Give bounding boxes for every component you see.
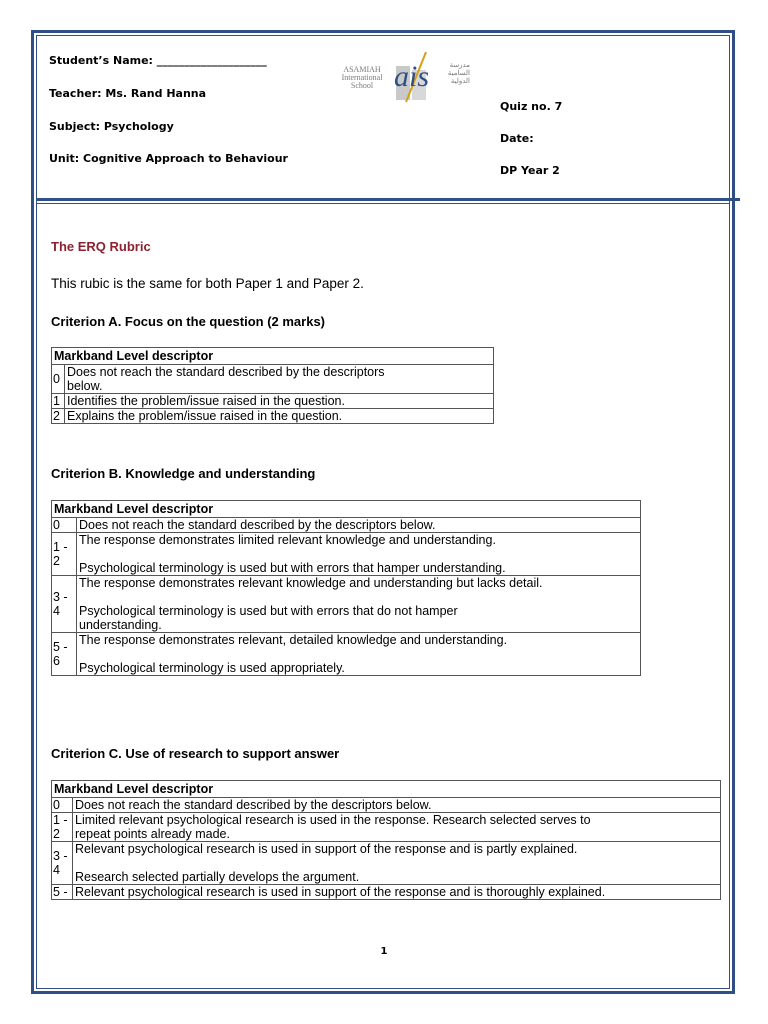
student-name-field: Student’s Name: ____________________ bbox=[49, 54, 267, 67]
year-label: DP Year 2 bbox=[500, 164, 560, 177]
markband-cell: 5 - bbox=[52, 885, 73, 900]
markband-cell: 0 bbox=[52, 365, 65, 394]
table-row bbox=[52, 813, 721, 842]
table-row bbox=[52, 365, 494, 394]
markband-cell: 3 - 4 bbox=[52, 576, 77, 633]
logo-arabic-text: مدرسة السامية الدولية bbox=[447, 62, 470, 85]
criterion-b-heading: Criterion B. Knowledge and understanding bbox=[51, 466, 316, 481]
table-row bbox=[52, 409, 494, 424]
logo-monogram: ais bbox=[394, 60, 430, 93]
descriptor-cell: Relevant psychological research is used in support of the response and is thoroughly explained. bbox=[73, 885, 721, 900]
markband-cell: 1 bbox=[52, 394, 65, 409]
page-number: 1 bbox=[380, 946, 388, 957]
markband-cell: 1 - 2 bbox=[52, 813, 73, 842]
markband-cell: 2 bbox=[52, 409, 65, 424]
descriptor-cell: Does not reach the standard described by the descriptors below. bbox=[73, 798, 721, 813]
markband-cell: 0 bbox=[52, 798, 73, 813]
logo-english-text: ASAMIAH International School bbox=[341, 65, 383, 90]
descriptor-cell: Identifies the problem/issue raised in the question. bbox=[65, 394, 494, 409]
descriptor-cell: The response demonstrates relevant, detailed knowledge and understanding. Psychological terminology is used appropriately. bbox=[77, 633, 641, 676]
table-row bbox=[52, 394, 494, 409]
descriptor-cell: Does not reach the standard described by the descriptors below. bbox=[77, 518, 641, 533]
quiz-number: Quiz no. 7 bbox=[500, 100, 563, 113]
markband-cell: 1 - 2 bbox=[52, 533, 77, 576]
unit-label: Unit: Cognitive Approach to Behaviour bbox=[49, 152, 288, 165]
teacher-label: Teacher: Ms. Rand Hanna bbox=[49, 87, 207, 100]
descriptor-cell: Explains the problem/issue raised in the question. bbox=[65, 409, 494, 424]
table-row bbox=[52, 798, 721, 813]
criterion-a-table bbox=[51, 347, 494, 424]
header-divider bbox=[36, 198, 740, 201]
table-row bbox=[52, 885, 721, 900]
table-row bbox=[52, 842, 721, 885]
rubric-title: The ERQ Rubric bbox=[51, 239, 151, 254]
markband-cell: 5 - 6 bbox=[52, 633, 77, 676]
table-row bbox=[52, 533, 641, 576]
intro-text: This rubic is the same for both Paper 1 and Paper 2. bbox=[51, 276, 364, 291]
header-divider-thin bbox=[36, 203, 730, 204]
date-label: Date: bbox=[500, 132, 534, 145]
descriptor-cell: The response demonstrates limited relevant knowledge and understanding. Psychological terminology is used but with errors that hamper understanding. bbox=[77, 533, 641, 576]
descriptor-cell: Does not reach the standard described by the descriptors below. bbox=[65, 365, 494, 394]
criterion-c-heading: Criterion C. Use of research to support answer bbox=[51, 746, 340, 761]
table-row bbox=[52, 518, 641, 533]
descriptor-cell: The response demonstrates relevant knowledge and understanding but lacks detail. Psychological terminology is used but with errors that do not hamper understanding. bbox=[77, 576, 641, 633]
descriptor-cell: Limited relevant psychological research is used in the response. Research selected serves to repeat points already made. bbox=[73, 813, 721, 842]
table-header: Markband Level descriptor bbox=[52, 348, 494, 365]
criterion-c-table bbox=[51, 780, 721, 900]
table-header: Markband Level descriptor bbox=[52, 501, 641, 518]
school-logo bbox=[340, 50, 472, 108]
table-row bbox=[52, 576, 641, 633]
descriptor-cell: Relevant psychological research is used in support of the response and is partly explained. Research selected partially develops the argument. bbox=[73, 842, 721, 885]
criterion-b-table bbox=[51, 500, 641, 676]
markband-cell: 0 bbox=[52, 518, 77, 533]
table-row bbox=[52, 633, 641, 676]
table-header: Markband Level descriptor bbox=[52, 781, 721, 798]
criterion-a-heading: Criterion A. Focus on the question (2 marks) bbox=[51, 314, 325, 329]
subject-label: Subject: Psychology bbox=[49, 120, 174, 133]
markband-cell: 3 - 4 bbox=[52, 842, 73, 885]
